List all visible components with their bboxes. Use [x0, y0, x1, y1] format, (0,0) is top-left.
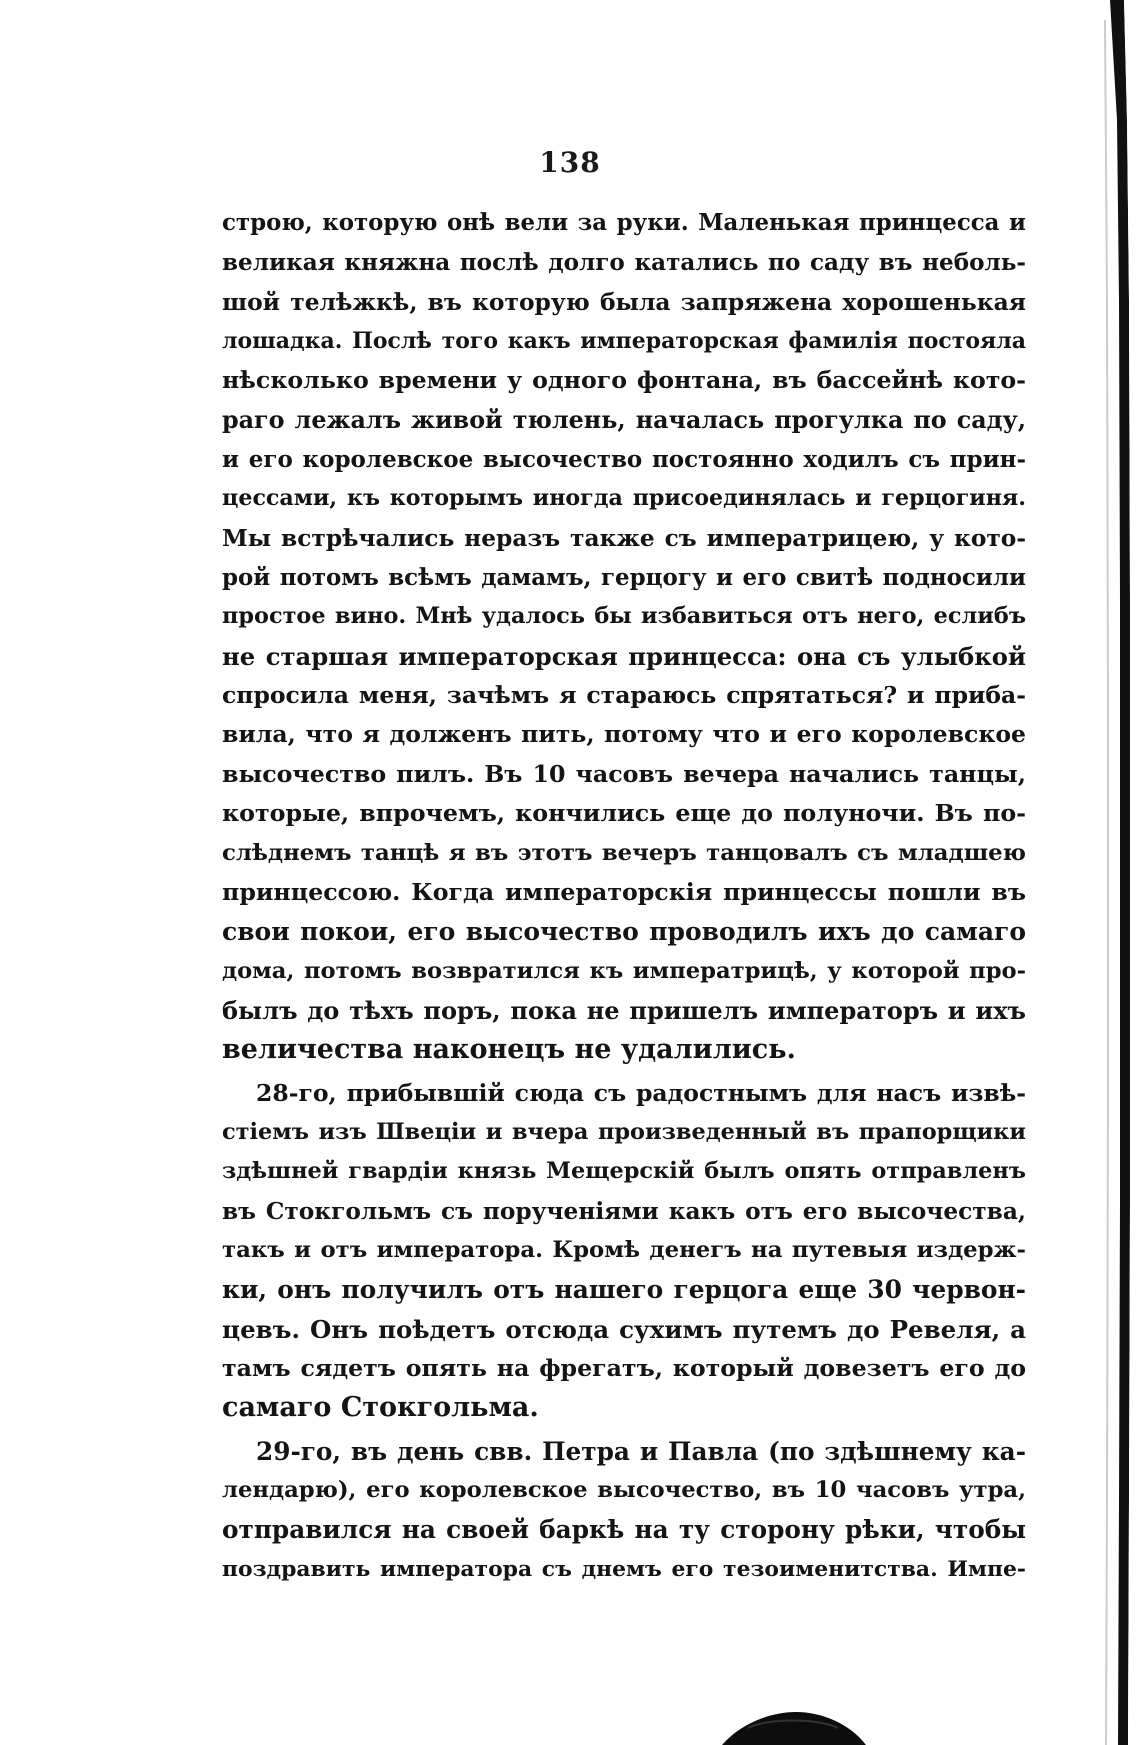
- text-line: ки, онъ получилъ отъ нашего герцога еще 30 червон-: [222, 1275, 1026, 1305]
- text-line: такъ и отъ императора. Кромѣ денегъ на путевыя издерж-: [222, 1236, 1026, 1263]
- text-line: самаго Стокгольма.: [222, 1392, 539, 1424]
- text-line: 28-го, прибывшій сюда съ радостнымъ для насъ извѣ-: [256, 1078, 1026, 1107]
- text-line: въ Стокгольмъ съ порученіями какъ отъ его высочества,: [222, 1197, 1026, 1225]
- text-line: тамъ сядетъ опять на фрегатъ, который довезетъ его до: [222, 1353, 1026, 1382]
- binding-shadow-graphic: [1080, 0, 1140, 1745]
- text-line: лошадка. Послѣ того какъ императорская фамилія постояла: [222, 328, 1026, 355]
- binding-edge: [1080, 0, 1140, 1745]
- paragraph-3: [222, 1432, 1026, 1589]
- text-line: лендарю), его королевское высочество, въ 10 часовъ утра,: [222, 1477, 1026, 1503]
- text-line: Мы встрѣчались неразъ также съ императрицею, у кото-: [222, 524, 1026, 552]
- text-line: отправился на своей баркѣ на ту сторону рѣки, чтобы: [222, 1515, 1026, 1545]
- text-line: шой телѣжкѣ, въ которую была запряжена хорошенькая: [222, 287, 1026, 316]
- text-line: слѣднемъ танцѣ я въ этотъ вечеръ танцовалъ съ младшею: [222, 839, 1026, 866]
- text-line: дома, потомъ возвратился къ императрицѣ, у которой про-: [222, 957, 1026, 984]
- paragraph-2: [222, 1074, 1026, 1428]
- text-line: былъ до тѣхъ поръ, пока не пришелъ императоръ и ихъ: [222, 995, 1026, 1025]
- paragraph-1: [222, 204, 1026, 1070]
- text-line: здѣшней гвардіи князь Мещерскій былъ опять отправленъ: [222, 1158, 1026, 1185]
- page-number: 138: [539, 146, 601, 179]
- text-line: стіемъ изъ Швеціи и вчера произведенный въ прапорщики: [222, 1118, 1026, 1145]
- text-line: рой потомъ всѣмъ дамамъ, герцогу и его свитѣ подносили: [222, 564, 1026, 592]
- text-line: вила, что я долженъ пить, потому что и его королевское: [222, 720, 1026, 749]
- text-line: принцессою. Когда императорскія принцессы пошли въ: [222, 877, 1026, 906]
- body-text: [222, 204, 1026, 1589]
- text-line: не старшая императорская принцесса: она съ улыбкой: [222, 641, 1026, 671]
- text-line: простое вино. Мнѣ удалось бы избавиться отъ него, еслибъ: [222, 603, 1026, 630]
- text-line: свои покои, его высочество проводилъ ихъ до самаго: [222, 917, 1026, 947]
- text-line: нѣсколько времени у одного фонтана, въ бассейнѣ кото-: [222, 366, 1026, 395]
- text-line: поздравить императора съ днемъ его тезоименитства. Импе-: [222, 1555, 1026, 1582]
- ink-blot-mark: [718, 1694, 868, 1745]
- text-line: 29-го, въ день свв. Петра и Павла (по здѣшнему ка-: [256, 1436, 1026, 1466]
- text-line: раго лежалъ живой тюлень, началась прогулка по саду,: [222, 405, 1026, 434]
- text-line: высочество пилъ. Въ 10 часовъ вечера начались танцы,: [222, 759, 1026, 788]
- text-line: величества наконецъ не удалились.: [222, 1034, 796, 1066]
- text-line: цевъ. Онъ поѣдетъ отсюда сухимъ путемъ до Ревеля, а: [222, 1314, 1026, 1344]
- text-line: строю, которую онѣ вели за руки. Маленькая принцесса и: [222, 210, 1026, 236]
- text-line: цессами, къ которымъ иногда присоединялась и герцогиня.: [222, 485, 1026, 512]
- ink-blot-graphic: [718, 1694, 868, 1745]
- text-line: великая княжна послѣ долго катались по саду въ неболь-: [222, 249, 1026, 277]
- text-line: спросила меня, зачѣмъ я стараюсь спрятаться? и приба-: [222, 681, 1026, 710]
- text-line: и его королевское высочество постоянно ходилъ съ прин-: [222, 446, 1026, 474]
- text-line: которые, впрочемъ, кончились еще до полуночи. Въ по-: [222, 799, 1026, 828]
